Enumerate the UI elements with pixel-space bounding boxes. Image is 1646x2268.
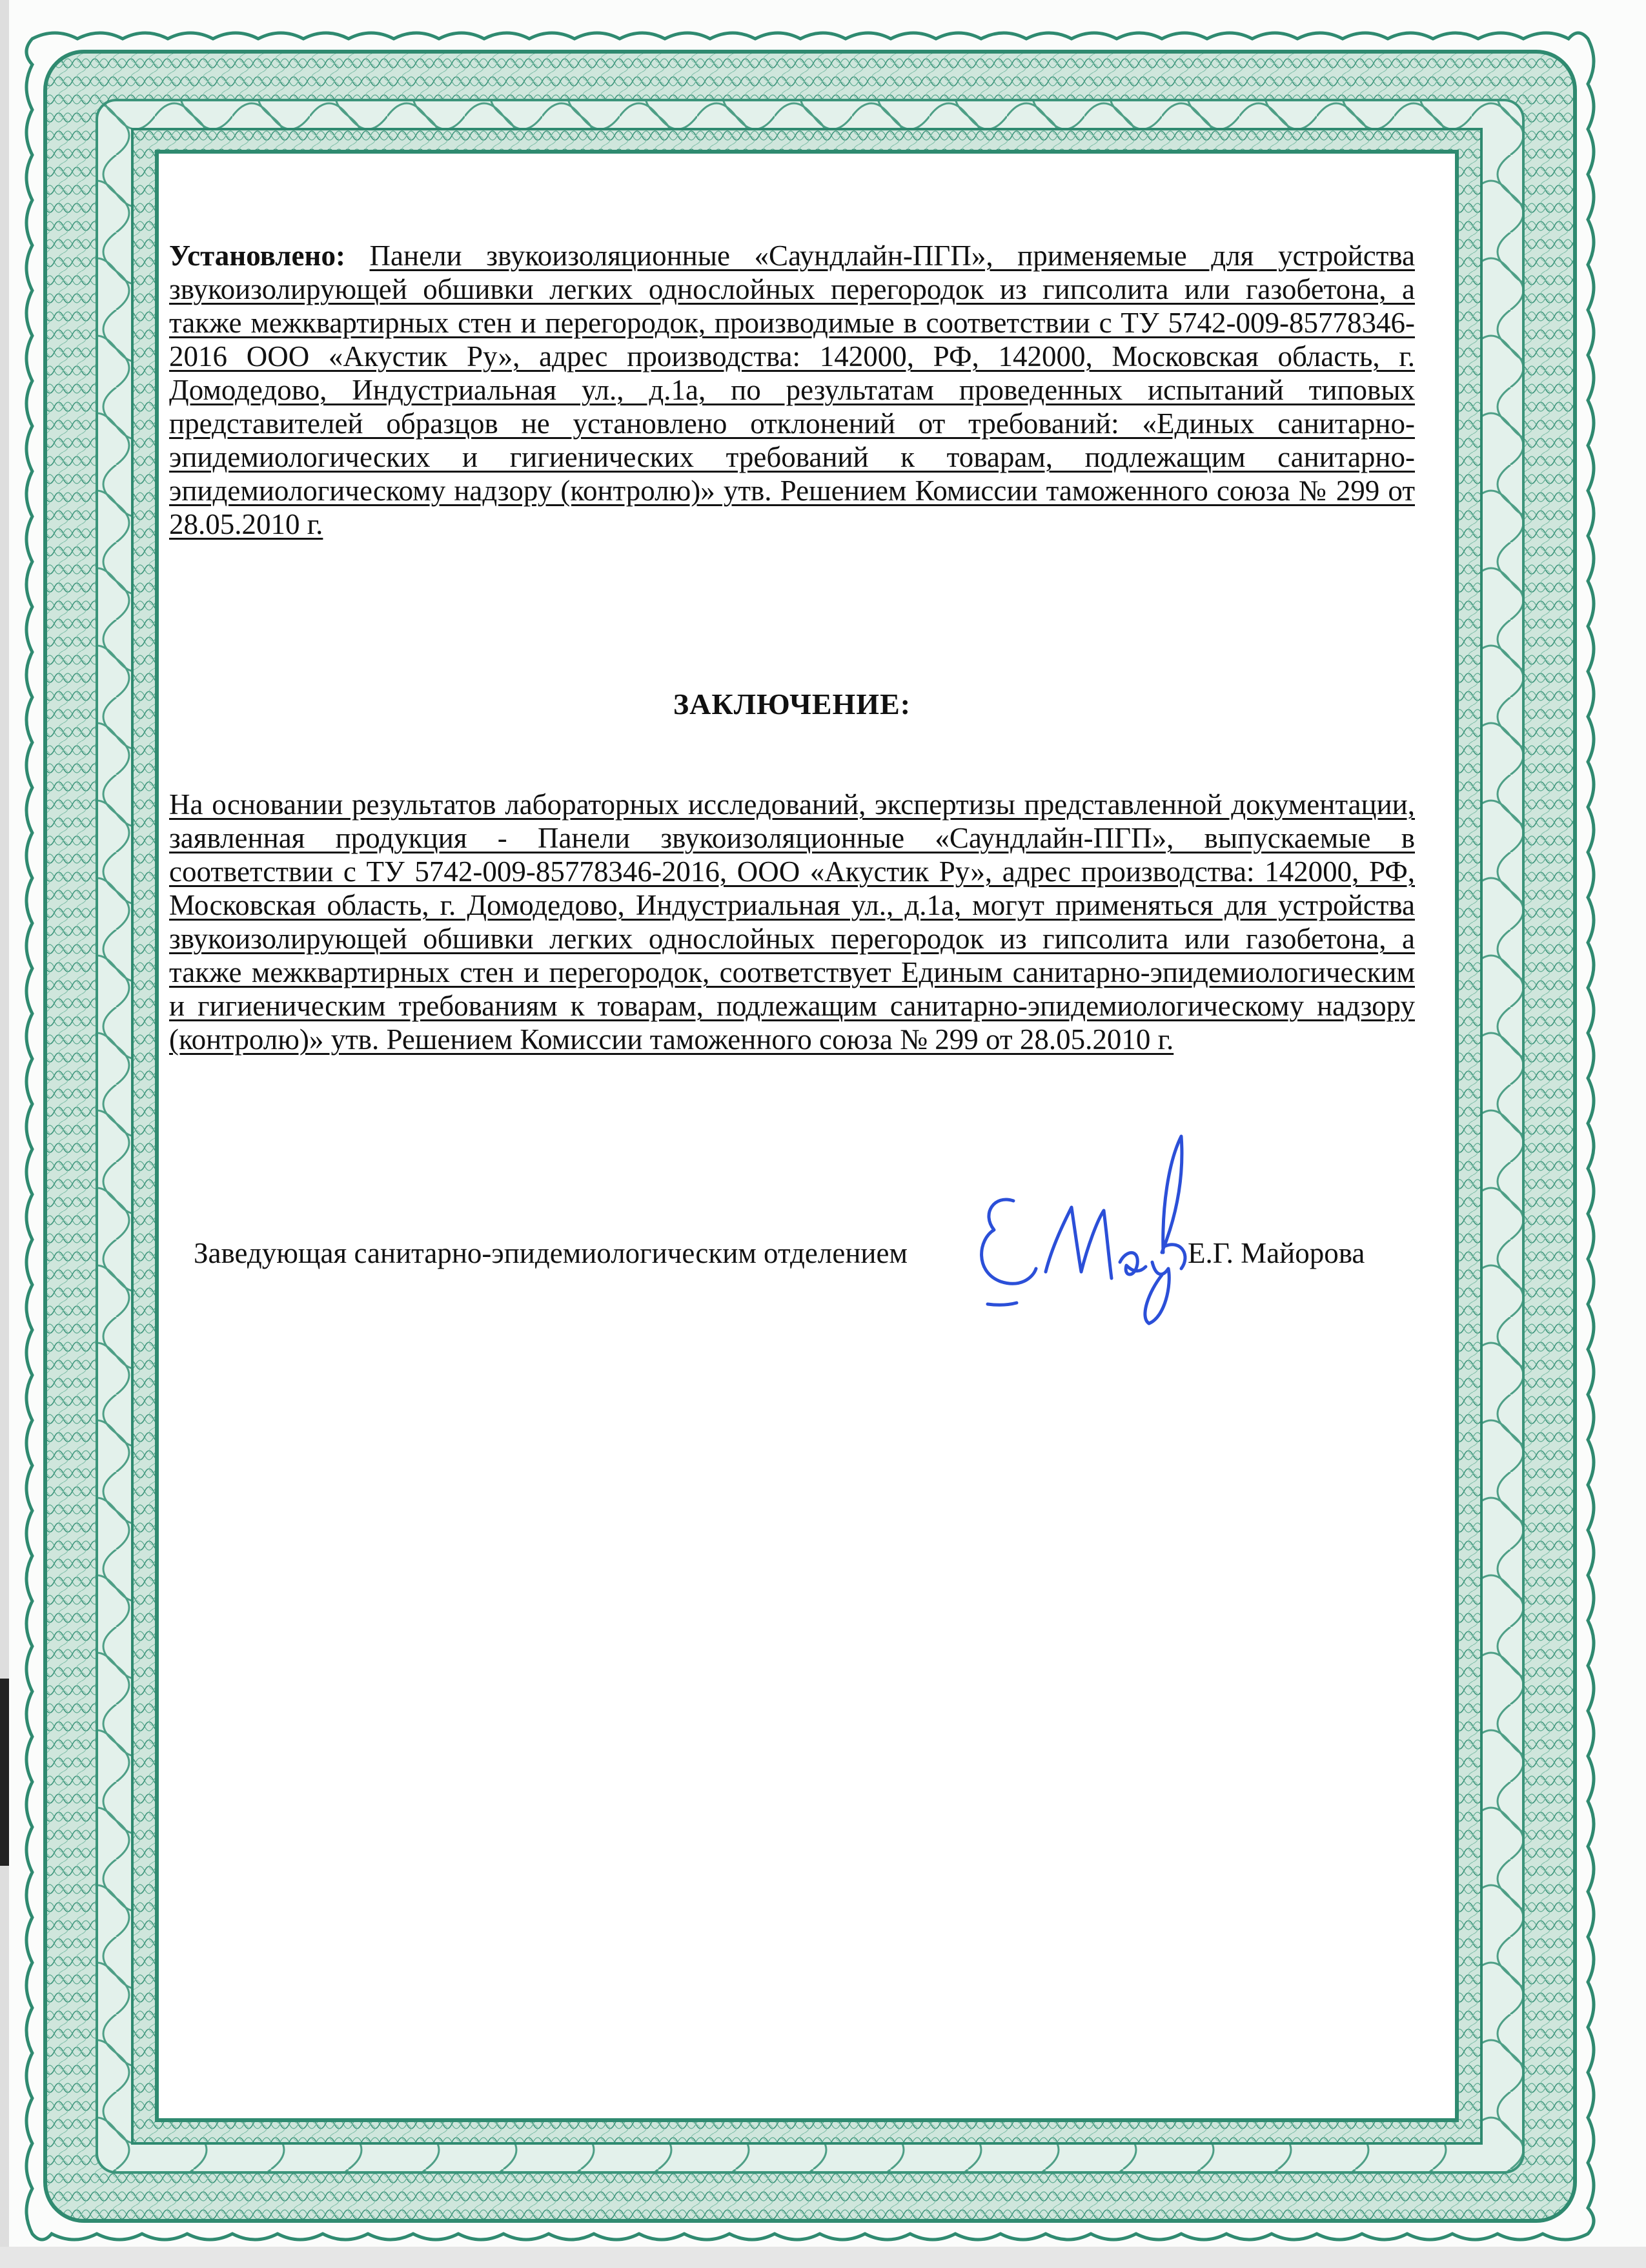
conclusion-section xyxy=(169,788,1415,1056)
conclusion-paragraph xyxy=(169,788,1415,1056)
established-lead: Установлено: xyxy=(169,240,345,272)
signatory-name: Е.Г. Майорова xyxy=(1188,1237,1365,1269)
established-text: Панели звукоизоляционные «Саундлайн-ПГП», применяемые для устройства звукоизолирующей обшивки легких однослойных перегородок из гипсолита или газобетона, а также межквартирных стен и перегородок, производимые в соответствии с ТУ 5742-009-85778346-2016 ООО «Акустик Ру», адрес производства: 142000, РФ, 142000, Московская область, г. Домодедово, Индустриальная ул., д.1а, по результатам проведенных испытаний типовых представителей образцов не установлено отклонений от требований: «Единых санитарно-эпидемиологических и гигиенических требований к товарам, подлежащим санитарно-эпидемиологическому надзору (контролю)» утв. Решением Комиссии таможенного союза № 299 от 28.05.2010 г. xyxy=(169,240,1415,540)
established-section xyxy=(169,239,1415,541)
conclusion-text: На основании результатов лабораторных исследований, экспертизы представленной документации, заявленная продукция - Панели звукоизоляционные «Саундлайн-ПГП», выпускаемые в соответствии с ТУ 5742-009-85778346-2016, ООО «Акустик Ру», адрес производства: 142000, РФ, Московская область, г. Домодедово, Индустриальная ул., д.1а, могут применяться для устройства звукоизолирующей обшивки легких однослойных перегородок из гипсолита или газобетона, а также межквартирных стен и перегородок, соответствует Единым санитарно-эпидемиологическим и гигиеническим требованиям к товарам, подлежащим санитарно-эпидемиологическому надзору (контролю)» утв. Решением Комиссии таможенного союза № 299 от 28.05.2010 г. xyxy=(169,788,1415,1056)
established-paragraph xyxy=(169,239,1415,541)
handwritten-signature xyxy=(968,1123,1239,1343)
signatory-role: Заведующая санитарно-эпидемиологическим отделением xyxy=(194,1237,908,1269)
conclusion-heading: ЗАКЛЮЧЕНИЕ: xyxy=(673,688,911,720)
